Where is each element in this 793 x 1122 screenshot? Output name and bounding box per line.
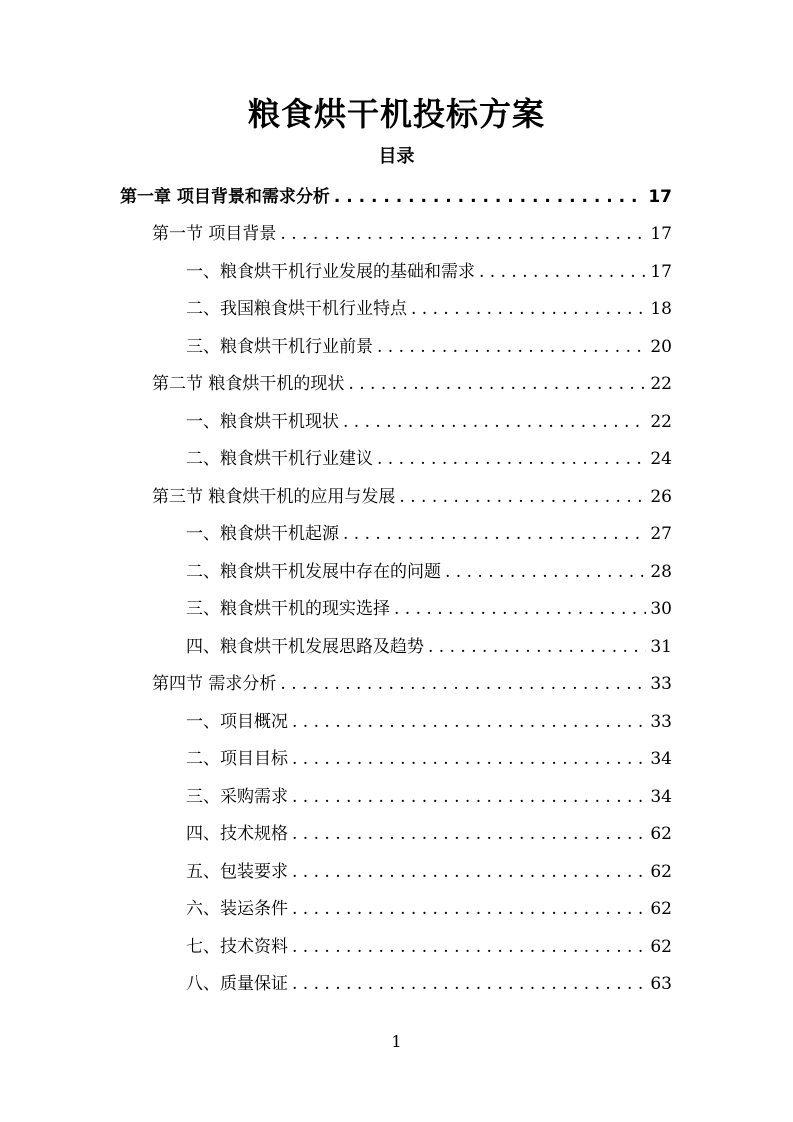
- toc-entry-page: 34: [650, 786, 672, 807]
- document-title: 粮食烘干机投标方案: [247, 95, 545, 133]
- toc-entry[interactable]: [186, 700, 672, 738]
- toc-entry[interactable]: [186, 813, 672, 851]
- toc-dot-leader: [292, 935, 646, 963]
- toc-entry-page: 27: [650, 524, 672, 544]
- toc-entry[interactable]: [186, 625, 672, 663]
- page-number: 1: [391, 1032, 402, 1051]
- toc-entry[interactable]: [152, 663, 672, 701]
- toc-entry[interactable]: [186, 250, 672, 288]
- toc-entry[interactable]: [186, 325, 672, 363]
- toc-entry[interactable]: [120, 175, 672, 213]
- toc-entry-label: 第二节 粮食烘干机的现状: [152, 374, 345, 394]
- toc-dot-leader: [292, 897, 646, 925]
- toc-entry[interactable]: [186, 850, 672, 888]
- toc-entry-page: 31: [650, 636, 672, 657]
- toc-dot-leader: [377, 335, 646, 363]
- toc-dot-leader: [280, 672, 646, 700]
- toc-entry[interactable]: [186, 550, 672, 588]
- toc-entry[interactable]: [186, 400, 672, 438]
- toc-entry[interactable]: [186, 925, 672, 963]
- toc-entry-label: 三、粮食烘干机行业前景: [186, 336, 373, 357]
- toc-dot-leader: [292, 747, 646, 775]
- toc-dot-leader: [343, 522, 646, 550]
- toc-entry-label: 二、粮食烘干机行业建议: [186, 449, 373, 469]
- toc-entry-page: 30: [650, 599, 672, 619]
- toc-entry-page: 17: [650, 224, 672, 244]
- toc-entry[interactable]: [152, 475, 672, 513]
- toc-entry[interactable]: [186, 738, 672, 776]
- toc-entry-page: 62: [650, 861, 672, 882]
- toc-dot-leader: [334, 185, 644, 213]
- toc-entry[interactable]: [186, 775, 672, 813]
- toc-entry-page: 24: [650, 449, 672, 469]
- toc-dot-leader: [479, 260, 646, 288]
- toc-dot-leader: [411, 297, 646, 325]
- toc-dot-leader: [292, 860, 646, 888]
- toc-dot-leader: [292, 972, 646, 1000]
- toc-entry-page: 17: [650, 261, 672, 282]
- toc-entry-page: 22: [650, 411, 672, 432]
- toc-dot-leader: [399, 485, 646, 513]
- toc-dot-leader: [394, 597, 646, 625]
- toc-entry-page: 62: [650, 936, 672, 957]
- toc-entry-page: 22: [650, 374, 672, 394]
- toc-entry[interactable]: [186, 513, 672, 551]
- toc-entry-page: 33: [650, 674, 672, 694]
- toc-entry-page: 62: [650, 824, 672, 844]
- toc-dot-leader: [292, 822, 646, 850]
- toc-entry-label: 四、技术规格: [186, 824, 288, 844]
- toc-entry-label: 一、粮食烘干机行业发展的基础和需求: [186, 261, 475, 282]
- toc-dot-leader: [280, 222, 646, 250]
- toc-entry-label: 一、粮食烘干机起源: [186, 524, 339, 544]
- toc-entry-page: 62: [650, 899, 672, 919]
- toc-entry-page: 63: [650, 974, 672, 994]
- toc-entry[interactable]: [152, 363, 672, 401]
- toc-entry-label: 一、项目概况: [186, 711, 288, 732]
- toc-entry-label: 六、装运条件: [186, 899, 288, 919]
- toc-entry-page: 20: [650, 336, 672, 357]
- toc-entry-page: 28: [650, 561, 672, 582]
- toc-entry-label: 第四节 需求分析: [152, 674, 277, 694]
- toc-entry[interactable]: [186, 888, 672, 926]
- toc-entry-label: 五、包装要求: [186, 861, 288, 882]
- toc-entry-page: 33: [650, 711, 672, 732]
- toc-entry-label: 二、项目目标: [186, 749, 288, 769]
- toc-heading: 目录: [378, 146, 415, 167]
- toc-entry-page: 17: [648, 186, 672, 207]
- toc-entry-label: 四、粮食烘干机发展思路及趋势: [186, 636, 424, 657]
- toc-entry[interactable]: [152, 213, 672, 251]
- toc-dot-leader: [377, 447, 646, 475]
- toc-entry[interactable]: [186, 588, 672, 626]
- toc-dot-leader: [292, 710, 646, 738]
- toc-entry-label: 三、粮食烘干机的现实选择: [186, 599, 390, 619]
- toc-entry-label: 一、粮食烘干机现状: [186, 411, 339, 432]
- toc-dot-leader: [343, 410, 646, 438]
- toc-entry[interactable]: [186, 288, 672, 326]
- toc-dot-leader: [445, 560, 646, 588]
- toc-entry-label: 三、采购需求: [186, 786, 288, 807]
- toc-entry[interactable]: [186, 963, 672, 1001]
- toc-entry-label: 第一节 项目背景: [152, 224, 277, 244]
- toc-entry-label: 八、质量保证: [186, 974, 288, 994]
- toc-dot-leader: [428, 635, 646, 663]
- toc-entry-label: 第三节 粮食烘干机的应用与发展: [152, 486, 396, 507]
- toc-entry-label: 第一章 项目背景和需求分析: [120, 186, 330, 207]
- toc-entry-label: 二、粮食烘干机发展中存在的问题: [186, 561, 441, 582]
- toc-dot-leader: [348, 372, 646, 400]
- toc-entry-page: 34: [650, 749, 672, 769]
- toc-dot-leader: [292, 785, 646, 813]
- toc-entry-label: 二、我国粮食烘干机行业特点: [186, 299, 407, 319]
- toc-entry-page: 18: [650, 299, 672, 319]
- toc-entry-label: 七、技术资料: [186, 936, 288, 957]
- toc-entry-page: 26: [650, 486, 672, 507]
- toc-entry[interactable]: [186, 438, 672, 476]
